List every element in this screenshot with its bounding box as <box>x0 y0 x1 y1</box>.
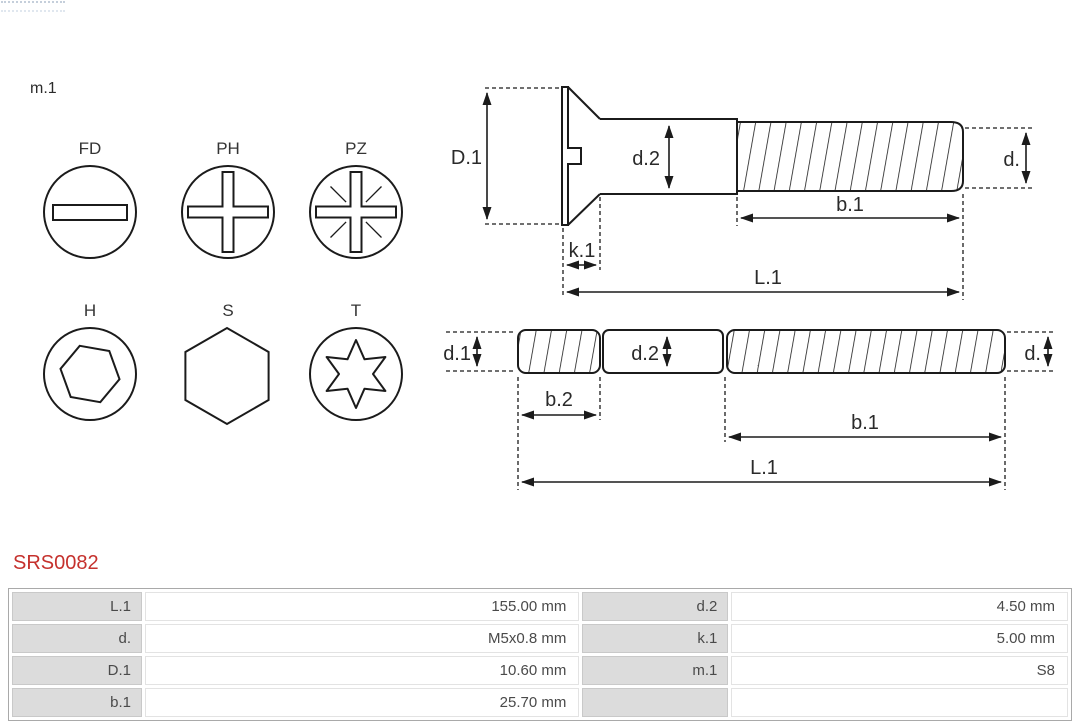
dim-thread-length: b.1 <box>836 194 864 216</box>
spec-label-cell: k.1 <box>582 624 728 653</box>
table-row <box>12 656 1068 685</box>
countersunk-screw-drawing <box>451 87 1033 300</box>
dim-stud-total-length: L.1 <box>750 457 778 479</box>
slotted-drive-icon <box>44 166 136 258</box>
table-row <box>12 688 1068 717</box>
dim-left-thread-diameter: d.1 <box>443 343 471 365</box>
dim-thread-diameter: d. <box>1003 149 1020 171</box>
dim-right-thread-length: b.1 <box>851 412 879 434</box>
stud-drawing <box>443 330 1054 490</box>
spec-value-cell: 155.00 mm <box>145 592 579 621</box>
spec-label-cell: L.1 <box>12 592 142 621</box>
drive-label-h: H <box>83 301 97 320</box>
stud-left-thread <box>518 330 600 373</box>
torx-drive-icon <box>310 328 402 420</box>
spec-value-cell: S8 <box>731 656 1068 685</box>
drive-label-pz: PZ <box>345 139 367 158</box>
spec-value-cell: M5x0.8 mm <box>145 624 579 653</box>
dim-head-height: k.1 <box>568 240 596 262</box>
spec-table <box>8 588 1072 721</box>
spec-value-cell <box>731 688 1068 717</box>
part-code: SRS0082 <box>13 552 99 574</box>
stud-right-thread <box>727 330 1005 373</box>
dim-shank-diameter: d.2 <box>632 148 660 170</box>
dim-right-thread-diameter: d. <box>1024 343 1041 365</box>
spec-value-cell: 5.00 mm <box>731 624 1068 653</box>
marking-label: m.1 <box>30 80 57 97</box>
dim-left-thread-length: b.2 <box>545 389 573 411</box>
screw-thread <box>737 122 963 191</box>
table-row <box>12 624 1068 653</box>
table-row <box>12 592 1068 621</box>
screw-dimension-drawings <box>440 60 1080 500</box>
spec-label-cell: d. <box>12 624 142 653</box>
drive-label-ph: PH <box>216 139 240 158</box>
spec-label-cell: D.1 <box>12 656 142 685</box>
drive-label-t: T <box>350 301 362 320</box>
screw-head-face <box>562 87 581 225</box>
spec-value-cell: 25.70 mm <box>145 688 579 717</box>
spec-value-cell: 10.60 mm <box>145 656 579 685</box>
spec-label-cell: m.1 <box>582 656 728 685</box>
drive-label-fd: FD <box>78 139 102 158</box>
pozidriv-drive-icon <box>310 166 402 258</box>
spec-label-cell: d.2 <box>582 592 728 621</box>
spec-label-cell: b.1 <box>12 688 142 717</box>
hex-socket-drive-icon <box>44 328 136 420</box>
drive-label-s: S <box>222 301 234 320</box>
drive-type-icons <box>28 130 432 440</box>
spec-value-cell: 4.50 mm <box>731 592 1068 621</box>
stud-shank <box>603 330 723 373</box>
spec-label-cell <box>582 688 728 717</box>
dim-head-diameter: D.1 <box>450 147 482 169</box>
faded-watermark <box>1 1 65 12</box>
dim-total-length: L.1 <box>754 267 782 289</box>
dim-stud-shank-diameter: d.2 <box>631 343 659 365</box>
external-hex-drive-icon <box>185 328 268 424</box>
phillips-drive-icon <box>182 166 274 258</box>
